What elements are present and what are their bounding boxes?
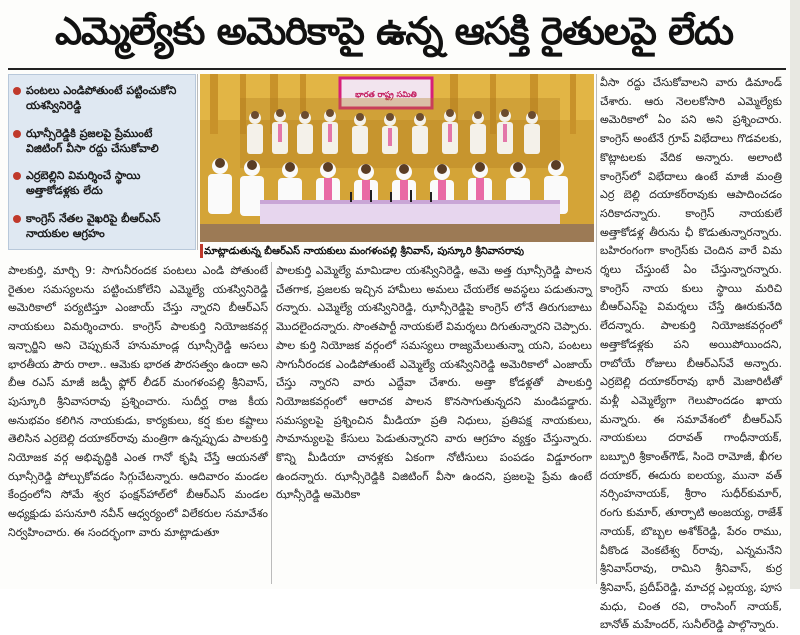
banner-text: భారత రాష్ట్ర సమితి — [355, 90, 417, 99]
article-column-1 — [8, 262, 268, 584]
article-column-2 — [276, 262, 592, 584]
highlights-box — [8, 74, 196, 250]
highlight-text: ఎర్రబెల్లిని విమర్శించే స్థాయి అత్తాకోడళ్లకు లేదు — [26, 169, 141, 198]
headline: ఎమ్మెల్యేకు అమెరికాపై ఉన్న ఆసక్తి రైతులపై లేదు — [54, 9, 734, 53]
headline-rule — [8, 68, 786, 70]
highlight-text: పంటలు ఎండిపోతుంటే పట్టించుకోని యశస్వినిరెడ్డి — [26, 84, 177, 113]
press-meet-photo — [200, 74, 594, 242]
article-paragraph: పాలకుర్తి ఎమ్మెల్యే మామిడాల యశస్వినిరెడ్డి, అమె అత్త ఝాన్సీరెడ్డి పాలన చేతగాక, ప్రజలకు ఇచ్చిన హామీలు అమలు చేయలేక అవస్థలు పడుతున్నా రన్నారు. ఎమ్మెల్యే యశస్వినిరెడ్డి, ఝాన్సీరెడ్డిపై కాంగ్రెస్ లోనే తిరుగుబాటు మొదలైందన్నారు. సొంతపార్టీ నాయకులే విమర్శలు దిగుతున్నారని చెప్పారు. పాల కుర్తి నియోజక వర్గంలో సమస్యలు రాజ్యమేలుతున్నా యని, పంటలు సాగునీరందక ఎండిపోతుంటే ఎమ్మెల్యే యశస్వినిరెడ్డి అమెరికాలో ఎంజాయ్ చేస్తు న్నారని వారు ఎద్దేవా చేశారు. అత్తా కోడళ్లతో పాలకుర్తి నియోజకవర్గంలో ఆరాచక పాలన కొనసాగుతున్నదని మండిపడ్డారు. సమస్యలపై ప్రశ్నించిన మీడియా ప్రతి నిధులు, ప్రతిపక్ష నాయకులు, సామాన్యులపై కేసులు పెడుతున్నారని వారు ఆగ్రహం వ్యక్తం చేస్తున్నారు. కొన్ని మీడియా చానళ్లకు ఏకంగా నోటీసులు పంపడం విడ్డూరంగా ఉందన్నారు. ఝాన్సీరెడ్డికి విజిటింగ్ వీసా ఉందని, ప్రజలపై ప్రేమ ఉంటే ఝాన్సీరెడ్డి అమెరికా — [276, 264, 592, 502]
column-divider — [271, 262, 272, 584]
highlight-item — [13, 126, 191, 156]
article-paragraph: వీసా రద్దు చేసుకోవాలని వారు డిమాండ్ చేశారు. ఆరు నెలలకోసారి ఎమ్మెల్యేకు అమెరికాలో ఏం పని అని ప్రశ్నించారు. కాంగ్రెస్ అంటేనే గ్రూప్ విభేదాలు గొడవలకు, కొట్లాటలకు వేదిక అన్నారు. అలాంటి కాంగ్రెస్‌లో విభేదాలు ఉంటే మాజీ మంత్రి ఎర్ర బెల్లి దయాకర్‌రావుకు ఆపాదించడం సరికాదన్నారు. కాంగ్రెస్ నాయకులే అత్తాకోడళ్ల తీరును ఛీ కొడుతున్నారన్నారు. బహిరంగంగా కాంగ్రెస్‌కు చెందిన వారే విమ ర్శలు చేస్తుంటే ఏం చేస్తున్నారన్నారు. కాంగ్రెస్ నాయ కులు స్థాయి మరిచి బీఆర్ఎస్‌పై విమర్శలు చేస్తే ఊరుకునేది లేదన్నారు. పాలకుర్తి నియోజకవర్గంలో అత్తాకోడళ్లకు పని అయిపోయిందని, రాబోయే రోజులు బీఆర్ఎస్‌వే అన్నారు. ఎర్రబెల్లి దయాకర్‌రావు భారీ మెజారిటీతో మళ్లీ ఎమ్మెల్యేగా గెలుపొందడం ఖాయ మన్నారు. ఈ సమావేశంలో బీఆర్ఎస్ నాయకులు దరావత్ గాంధీనాయక్, బబ్బూరి శ్రీకాంత్‌గౌడ్, సిందె రామోజీ, ఖీగల దయాకర్, ఈదురు ఐలయ్య, మునా వత్ నర్సింహనాయక్, శ్రీరాం సుధీర్‌కుమార్, రంగు కుమార్, తూర్పాటి అంజయ్య, రాజేశ్ నాయక్, బొబ్బల అశోక్‌రెడ్డి, పేరం రాము, వీకొండ వెంకటేశ్వ ర్‌రావు, ఎన్నమనేని శ్రీనివాస్‌రావు, రామిని శ్రీనివాస్, కుర్ర శ్రీనివాస్, ప్రదీప్‌రెడ్డి, మాచర్ల ఎల్లయ్య, పూస మధు, చింత రవి, రాంసింగ్ నాయక్, బానోత్ మహేందర్, సునీల్‌రెడ్డి పాల్గొన్నారు. — [600, 76, 782, 632]
highlight-item — [13, 211, 191, 241]
highlight-text: ఝాన్సీరెడ్డికి ప్రజలపై ప్రేముంటే విజిటింగ్ వీసా రద్దు చేసుకోవాలి — [26, 126, 159, 155]
column-divider — [596, 74, 597, 584]
bullet-icon — [13, 172, 21, 180]
article-column-3 — [600, 74, 782, 632]
highlight-item — [13, 83, 191, 113]
photo-caption: మాట్లాడుతున్న బీఆర్ఎస్ నాయకులు మంగళంపల్లి శ్రీనివాస్, పుస్కూరి శ్రీనివాసరావు — [204, 246, 524, 257]
highlight-text: కాంగ్రెస్ నేతల వైఖరిపై బీఆర్ఎస్ నాయకుల ఆగ్రహం — [26, 211, 161, 240]
article-paragraph: పాలకుర్తి, మార్చి 9: సాగునీరందక పంటలు ఎండి పోతుంటే రైతుల సమస్యలను పట్టించుకోలేని ఎమ్మెల్యే యశస్వినిరెడ్డి అమెరికాలో పర్యటిస్తూ ఎంజాయ్ చేస్తు న్నారని బీఆర్ఎస్ నాయకులు విమర్శించారు. కాంగ్రెస్ పాలకుర్తి నియోజకవర్గ ఇన్చార్జిని అని చెప్పుకునే హనుమాండ్ల ఝాన్సీరెడ్డి అసలు భారతీయ పౌరు రాలా.. ఆమెకు భారత పౌరసత్వం ఉందా అని బీఆ రఎస్ మాజీ జడ్పీ ఫ్లోర్ లీడర్ మంగళంపల్లి శ్రీనివాస్, పుస్కూరి శ్రీనివాసరావు ప్రశ్నించారు. సుదీర్ఘ రాజ కీయ అనుభవం కలిగిన నాయకుడు, కార్యకులు, కర్ష కుల కష్టాలు తెలిసిన ఎర్రబెల్లి దయాకర్‌రావు మంత్రిగా ఉన్నప్పుడు పాలకుర్తి నియోజక వర్గ అభివృద్ధికి ఎంత గానో కృషి చేస్తే ఆయనతో ఝాన్సీరెడ్డి పోల్చుకోవడం సిగ్గుచేటన్నారు. ఆదివారం మండల కేంద్రంలోని సోమే శ్వర ఫంక్షన్‌హాల్‌లో బీఆర్ఎస్ మండల అధ్యక్షుడు పసునూరి నవీన్ ఆధ్వర్యంలో విలేకరుల సమావేశం నిర్వహించారు. ఈ సందర్భంగా వారు మాట్లాడుతూ — [8, 264, 268, 539]
highlight-item — [13, 168, 191, 198]
bullet-icon — [13, 87, 21, 95]
bullet-icon — [13, 215, 21, 223]
bullet-icon — [13, 130, 21, 138]
page-edge — [790, 0, 800, 589]
column-divider — [197, 74, 198, 250]
photo-illustration — [200, 74, 594, 242]
